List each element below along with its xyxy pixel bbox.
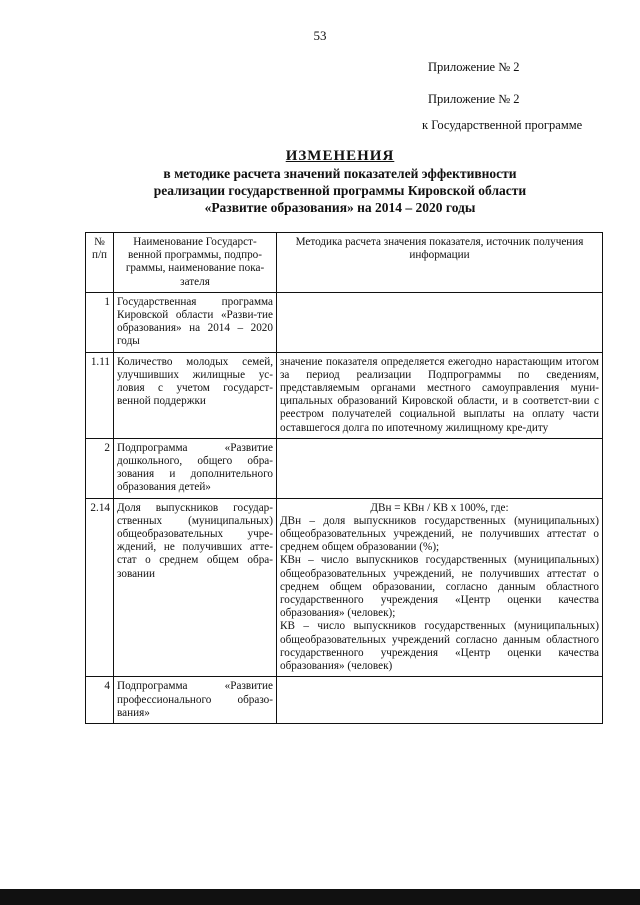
row-method <box>277 498 603 677</box>
table-row <box>86 352 603 438</box>
header-no: № п/п <box>86 233 114 293</box>
table-row <box>86 438 603 498</box>
appendix-line-1: Приложение № 2 <box>428 60 520 74</box>
row-method <box>277 292 603 352</box>
title-line-2: реализации государственной программы Кировской области <box>153 183 527 198</box>
appendix-line-2: Приложение № 2 <box>428 92 520 106</box>
row-name: Подпрограмма «Развитие профессионального образо-вания» <box>114 677 277 724</box>
definition: ДВн – доля выпускников государственных (муниципальных) общеобразовательных учреждений, не получивших аттестат о среднем общем образовании (%); <box>280 514 599 554</box>
row-name: Государственная программа Кировской области «Разви-тие образования» на 2014 – 2020 годы <box>114 292 277 352</box>
row-name: Подпрограмма «Развитие дошкольного, общего обра-зования и дополнительного образования детей» <box>114 438 277 498</box>
title-main: ИЗМЕНЕНИЯ <box>285 148 395 164</box>
row-name: Доля выпускников государ-ственных (муниципальных) общеобразовательных учре-ждений, не получивших атте-стат о среднем общем обра-зовании <box>114 498 277 677</box>
title-line-1: в методике расчета значений показателей эффективности <box>163 166 517 181</box>
row-no: 2.14 <box>86 498 114 677</box>
row-method <box>277 438 603 498</box>
header-method: Методика расчета значения показателя, источник получения информации <box>277 233 603 293</box>
row-name: Количество молодых семей, улучшивших жилищные ус-ловия с учетом государст-венной поддержки <box>114 352 277 438</box>
row-no: 1.11 <box>86 352 114 438</box>
table-row <box>86 498 603 677</box>
row-method <box>277 677 603 724</box>
table-row <box>86 677 603 724</box>
header-name: Наименование Государст-венной программы, подпро-граммы, наименование пока-зателя <box>114 233 277 293</box>
scan-bottom-edge <box>0 889 640 905</box>
formula: ДВн = КВн / КВ х 100%, где: <box>370 501 509 514</box>
row-method: значение показателя определяется ежегодно нарастающим итогом за период реализации Подпрограммы по сведениям, представляемым органами местного самоуправления муни-ципальных образований Кировской области, и в соответст-вии с реестром получателей социальной выплаты на оплату части оставшегося долга по ипотечному жилищному кре-диту <box>277 352 603 438</box>
definition: КВ – число выпускников государственных (муниципальных) общеобразовательных учреждений согласно данным областного государственного учреждения «Центр оценки качества образования» (человек) <box>280 620 599 673</box>
table-row <box>86 292 603 352</box>
row-no: 1 <box>86 292 114 352</box>
row-no: 4 <box>86 677 114 724</box>
definition: КВн – число выпускников государственных (муниципальных) общеобразовательных учреждений, не получивших аттестат о среднем общем образовании, согласно данным областного государственного учреждения «Центр оценки качества образования» (человек); <box>280 554 599 620</box>
appendix-line-3: к Государственной программе <box>422 118 583 132</box>
table-header-row <box>86 233 603 293</box>
page-number: 53 <box>313 28 327 43</box>
methods-table <box>85 232 603 724</box>
row-no: 2 <box>86 438 114 498</box>
document-title <box>60 148 620 216</box>
title-line-3: «Развитие образования» на 2014 – 2020 годы <box>204 200 476 215</box>
